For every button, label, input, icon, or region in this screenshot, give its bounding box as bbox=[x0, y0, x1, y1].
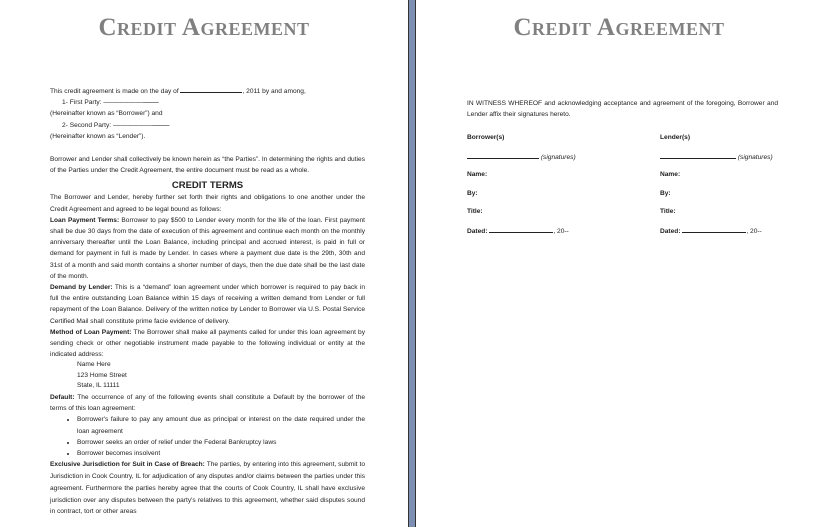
list-item: • Borrower becomes insolvent bbox=[77, 448, 365, 459]
agreement-body bbox=[50, 85, 365, 518]
demand-by-lender bbox=[50, 282, 365, 327]
date-line[interactable] bbox=[489, 225, 553, 233]
year-text: , 20-- bbox=[746, 227, 762, 235]
year-text: , 20-- bbox=[553, 227, 569, 235]
loan-label: Loan Payment Terms: bbox=[50, 216, 120, 224]
page-divider bbox=[408, 0, 416, 527]
demand-label: Demand by Lender: bbox=[50, 284, 113, 292]
lender-heading: Lender(s) bbox=[660, 134, 691, 142]
date-line[interactable] bbox=[682, 225, 746, 233]
jurisdiction-clause bbox=[50, 459, 365, 518]
first-party-known: (Hereinafter known as “Borrower”) and bbox=[50, 110, 163, 118]
intro-text-end: , 2011 by and among, bbox=[242, 88, 306, 95]
title-label: Title: bbox=[467, 208, 483, 216]
signatures-label: (signatures) bbox=[737, 153, 773, 161]
loan-text: Borrower to pay $500 to Lender every month for the life of the loan. First payment shall be due 30 days from the date of execution of this agreement and continue each month on the monthly anniversary thereafter until the Loan Balance, including principal and accrued interest, is paid in full or demand for payment in full is made by Lender. In cases where a payment due date is the 29th, 30th and 31st of a month and said month contains a shorter number of days, then the due date shall be the last date of the month. bbox=[50, 216, 365, 280]
list-item: • Borrower's failure to pay any amount due as principal or interest on the date required under the loan agreement bbox=[77, 414, 365, 436]
borrower-signature-block bbox=[467, 132, 597, 243]
signatures-label: (signatures) bbox=[540, 153, 576, 161]
signature-line[interactable] bbox=[660, 151, 736, 159]
terms-intro: The Borrower and Lender, hereby further set forth their rights and obligations to one another under the Credit Agreement and agreed to be legal bound as follows: bbox=[50, 194, 365, 213]
signature-section bbox=[467, 98, 778, 243]
loan-payment-terms bbox=[50, 215, 365, 282]
day-blank bbox=[180, 85, 242, 93]
demand-text: This is a “demand” loan agreement under which borrower is required to pay back in full the entire outstanding Loan Balance within 15 days of receiving a written demand from Lender or full repayment of the Loan Balance. Delivery of the written notice by Lender to Borrower via U.S. Postal Service Certified Mail shall constitute prime facie evidence of delivery. bbox=[50, 284, 365, 325]
second-party-known: (Hereinafter known as “Lender”). bbox=[50, 132, 146, 140]
method-of-payment bbox=[50, 327, 365, 361]
document-title: Credit Agreement bbox=[98, 14, 310, 41]
borrower-heading: Borrower(s) bbox=[467, 134, 505, 142]
document-title: Credit Agreement bbox=[513, 14, 725, 41]
list-item: • Borrower seeks an order of relief under the Federal Bankruptcy laws bbox=[77, 437, 365, 448]
second-party-label: 2- Second Party: bbox=[62, 121, 113, 129]
address-line: State, IL 11111 bbox=[77, 382, 120, 390]
by-label: By: bbox=[467, 189, 478, 197]
name-label: Name: bbox=[467, 171, 488, 179]
intro bbox=[50, 85, 365, 97]
default-text: The occurrence of any of the following events shall constitute a Default by the borrower of the terms of this loan agreement: bbox=[50, 393, 365, 413]
address-line: 123 Home Street bbox=[77, 371, 127, 379]
address-line: Name Here bbox=[77, 361, 111, 369]
jurisdiction-label: Exclusive Jurisdiction for Suit in Case of Breach: bbox=[50, 461, 205, 469]
default-label: Default: bbox=[50, 393, 75, 401]
dated-label: Dated: bbox=[660, 227, 681, 235]
intro-text: This credit agreement is made on the day of bbox=[50, 88, 181, 95]
title-label: Title: bbox=[660, 208, 676, 216]
method-text: The Borrower shall make all payments called for under this loan agreement by sending check or other negotiable instrument made payable to the following individual or entity at the indicated address: bbox=[50, 328, 365, 359]
witness-paragraph: IN WITNESS WHEREOF and acknowledging acceptance and agreement of the foregoing, Borrower and Lender affix their signatures hereto. bbox=[467, 100, 778, 119]
method-label: Method of Loan Payment: bbox=[50, 328, 132, 336]
credit-terms-heading: CREDIT TERMS bbox=[171, 180, 244, 192]
second-party-blank: ———————-------------- bbox=[112, 121, 169, 129]
parties-paragraph: Borrower and Lender shall collectively be known herein as “the Parties”. In determining the rights and duties of the Parties under the Credit Agreement, the entire document must be read as a whole. bbox=[50, 156, 365, 175]
page-right bbox=[416, 0, 822, 527]
page-left bbox=[0, 0, 408, 527]
first-party-label: 1- First Party: bbox=[62, 99, 104, 107]
name-label: Name: bbox=[660, 171, 681, 179]
dated-label: Dated: bbox=[467, 227, 488, 235]
jurisdiction-text: The parties, by entering into this agreement, submit to Jurisdiction in Cook Country, IL for adjudication of any disputes and/or claims between the parties under this agreement. Furthermore the parties hereby agree that the courts of Cook Country, IL shall have exclusive jurisdiction over any disputes between the party's relatives to this agreement, whether said disputes sound in contract, tort or other areas bbox=[50, 461, 366, 516]
by-label: By: bbox=[660, 189, 671, 197]
lender-signature-block bbox=[660, 132, 778, 243]
default-clause bbox=[50, 392, 365, 414]
first-party-blank: ———————------------- bbox=[103, 99, 159, 107]
default-list bbox=[50, 414, 365, 459]
signature-line[interactable] bbox=[467, 151, 539, 159]
